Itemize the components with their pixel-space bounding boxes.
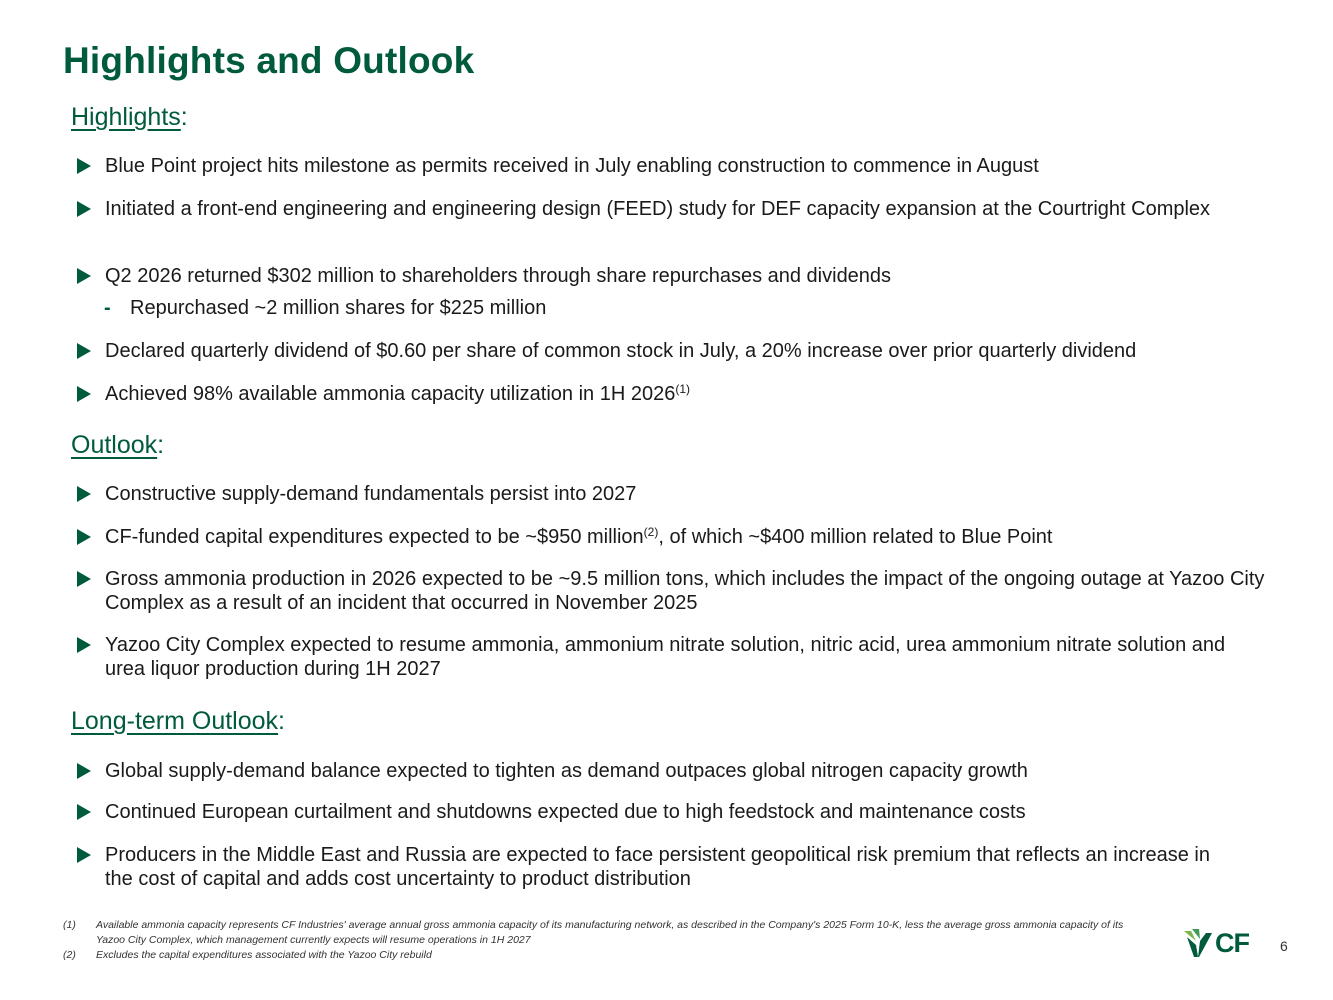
bullet-text: Blue Point project hits milestone as permits received in July enabling construction to commence in August bbox=[105, 155, 1039, 177]
footnote-number: (1) bbox=[63, 919, 76, 931]
footnotes bbox=[63, 918, 1153, 963]
cf-logo bbox=[1184, 925, 1256, 961]
highlights-sub-bullet-1 bbox=[104, 296, 1264, 320]
highlights-bullet-4 bbox=[77, 339, 1277, 363]
highlights-bullet-3 bbox=[77, 264, 1277, 288]
bullet-arrow-icon bbox=[77, 154, 105, 178]
footnote-number: (2) bbox=[63, 949, 76, 961]
footnote-2 bbox=[63, 948, 1153, 963]
bullet-arrow-icon bbox=[77, 843, 105, 867]
bullet-arrow-icon bbox=[77, 382, 105, 406]
footnote-ref: (2) bbox=[643, 525, 659, 539]
cf-logo-icon bbox=[1184, 927, 1214, 959]
outlook-bullet-4 bbox=[77, 633, 1277, 681]
bullet-arrow-icon bbox=[77, 482, 105, 506]
bullet-arrow-icon bbox=[77, 525, 105, 549]
bullet-arrow-icon bbox=[77, 339, 105, 363]
highlights-bullet-1 bbox=[77, 154, 1277, 178]
bullet-arrow-icon bbox=[77, 197, 105, 221]
highlights-bullet-2 bbox=[77, 197, 1277, 221]
highlights-bullet-5 bbox=[77, 382, 1277, 406]
outlook-bullet-3 bbox=[77, 567, 1277, 615]
dash-icon: - bbox=[104, 297, 111, 319]
bullet-arrow-icon bbox=[77, 800, 105, 824]
bullet-arrow-icon bbox=[77, 567, 105, 591]
page-title: Highlights and Outlook bbox=[63, 40, 475, 81]
bullet-text: Q2 2026 returned $302 million to shareholders through share repurchases and dividends bbox=[105, 265, 892, 287]
highlights-heading-colon: : bbox=[180, 103, 188, 131]
highlights-heading bbox=[71, 103, 188, 132]
outlook-bullet-2 bbox=[77, 525, 1277, 549]
highlights-heading-label: Highlights bbox=[71, 103, 181, 131]
footnote-text: Excludes the capital expenditures associated with the Yazoo City rebuild bbox=[96, 949, 432, 961]
long-term-bullet-2 bbox=[77, 800, 1277, 824]
outlook-heading bbox=[71, 431, 164, 460]
bullet-text-container bbox=[105, 382, 1277, 406]
bullet-text: Initiated a front-end engineering and engineering design (FEED) study for DEF capacity expansion at the Courtright Complex bbox=[105, 198, 1211, 220]
bullet-text-container bbox=[105, 525, 1277, 549]
bullet-arrow-icon bbox=[77, 759, 105, 783]
long-term-outlook-heading-label: Long-term Outlook bbox=[71, 707, 279, 735]
bullet-text: Constructive supply-demand fundamentals persist into 2027 bbox=[105, 483, 637, 505]
bullet-text: Declared quarterly dividend of $0.60 per share of common stock in July, a 20% increase over prior quarterly dividend bbox=[105, 340, 1137, 362]
sub-bullet-text: Repurchased ~2 million shares for $225 million bbox=[130, 297, 547, 319]
cf-logo-text: CF bbox=[1215, 927, 1249, 958]
long-term-outlook-heading-colon: : bbox=[278, 707, 285, 735]
bullet-text: Yazoo City Complex expected to resume ammonia, ammonium nitrate solution, nitric acid, urea ammonium nitrate solution and urea liquor production during 1H 2027 bbox=[105, 634, 1226, 680]
bullet-arrow-icon bbox=[77, 633, 105, 657]
outlook-heading-label: Outlook bbox=[71, 431, 158, 459]
long-term-bullet-3 bbox=[77, 843, 1277, 891]
bullet-text-a: CF-funded capital expenditures expected to be ~$950 million bbox=[105, 526, 644, 548]
long-term-outlook-heading bbox=[71, 707, 285, 736]
bullet-text-b: , of which ~$400 million related to Blue Point bbox=[658, 526, 1053, 548]
outlook-bullet-1 bbox=[77, 482, 1277, 506]
page-number: 6 bbox=[1280, 938, 1288, 954]
bullet-text: Achieved 98% available ammonia capacity utilization in 1H 2026 bbox=[105, 383, 676, 405]
bullet-arrow-icon bbox=[77, 264, 105, 288]
bullet-text: Producers in the Middle East and Russia are expected to face persistent geopolitical risk premium that reflects an increase in the cost of capital and adds cost uncertainty to product distribution bbox=[105, 844, 1210, 890]
outlook-heading-colon: : bbox=[157, 431, 165, 459]
footnote-text: Available ammonia capacity represents CF Industries' average annual gross ammonia capacity of its manufacturing network, as described in the Company's 2025 Form 10-K, less the average gross ammonia capacity of its Yazoo City Complex, which management currently expects will resume operations in 1H 2027 bbox=[96, 919, 1124, 946]
footnote-1 bbox=[63, 918, 1153, 948]
footnote-ref: (1) bbox=[675, 382, 691, 396]
bullet-text: Continued European curtailment and shutdowns expected due to high feedstock and maintenance costs bbox=[105, 801, 1026, 823]
long-term-bullet-1 bbox=[77, 759, 1277, 783]
bullet-text: Gross ammonia production in 2026 expected to be ~9.5 million tons, which includes the impact of the ongoing outage at Yazoo City Complex as a result of an incident that occurred in November 2025 bbox=[105, 568, 1265, 614]
bullet-text: Global supply-demand balance expected to tighten as demand outpaces global nitrogen capacity growth bbox=[105, 760, 1028, 782]
